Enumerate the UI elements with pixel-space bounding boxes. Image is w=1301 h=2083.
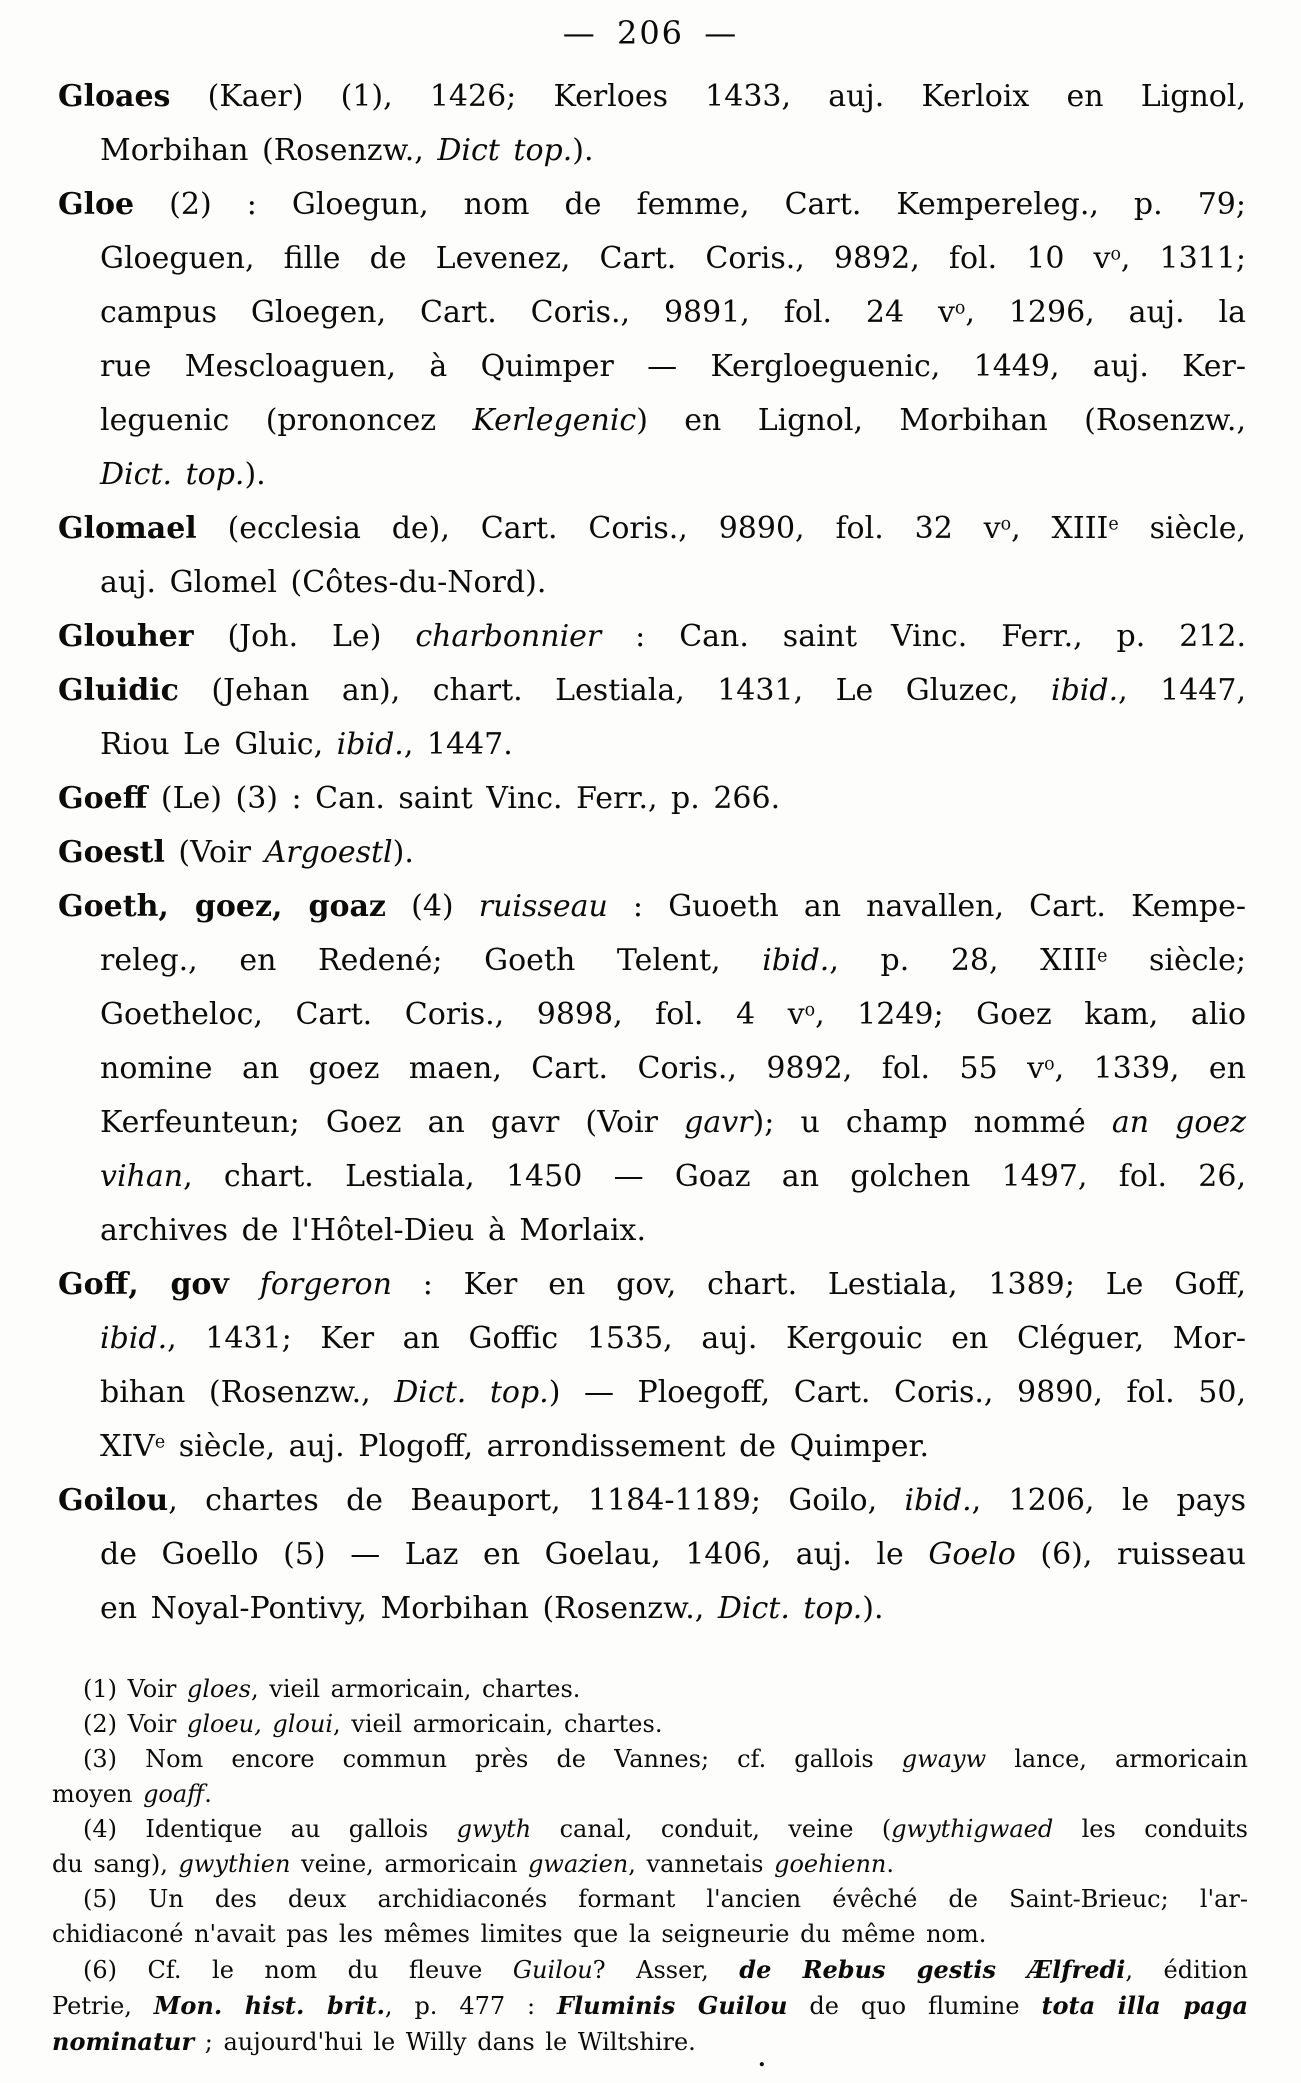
page-header	[0, 14, 1301, 52]
text-segment: (6), ruisseau	[1015, 1537, 1246, 1572]
text-segment: , 1249; Goez kam, alio	[815, 997, 1246, 1032]
text-segment: gloes	[186, 1675, 251, 1703]
text-line	[52, 1707, 1248, 1742]
text-segment: veine, armoricain	[290, 1850, 529, 1878]
text-line	[58, 1258, 1246, 1312]
text-segment: (1) Voir	[83, 1675, 187, 1703]
footer-mark-glyph: .	[758, 2046, 766, 2072]
text-segment: ibid.	[336, 727, 404, 762]
text-segment: ibid.	[1050, 673, 1119, 708]
text-segment: Gloe	[58, 187, 135, 222]
text-segment: (4)	[385, 889, 479, 924]
text-segment: : Can. saint Vinc. Ferr., p. 212.	[601, 619, 1246, 654]
text-segment: ; aujourd'hui le Willy dans le Wiltshire.	[194, 2028, 696, 2056]
text-segment: Goilou	[58, 1483, 169, 1518]
text-segment: Mon. hist. brit.	[153, 1991, 385, 2020]
text-segment: (Voir	[164, 835, 265, 870]
text-line	[58, 1582, 1246, 1636]
superscript: e	[154, 1432, 166, 1453]
text-segment: .	[886, 1850, 894, 1878]
text-segment: ); u champ nommé	[752, 1105, 1112, 1140]
text-line	[58, 1042, 1246, 1096]
text-line	[58, 718, 1246, 772]
text-segment: (Jehan an), chart. Lestiala, 1431, Le Gluzec,	[178, 673, 1051, 708]
text-line	[52, 1988, 1248, 2024]
footnote-1	[52, 1672, 1248, 1707]
text-segment: an goez	[1111, 1105, 1246, 1140]
superscript: o	[804, 1000, 816, 1021]
text-segment: les conduits	[1053, 1815, 1248, 1843]
entry-glomael	[58, 502, 1246, 610]
text-segment: rue Mescloaguen, à Quimper — Kergloeguenic, 1449, auj. Ker-	[100, 349, 1246, 384]
text-segment: gloeu, gloui	[186, 1710, 334, 1738]
text-segment: (Le) (3) : Can. saint Vinc. Ferr., p. 266.	[147, 781, 781, 816]
text-segment: de Rebus gestis Ælfredi	[739, 1955, 1126, 1984]
entry-goeff	[58, 772, 1246, 826]
text-segment: XIV	[100, 1429, 155, 1464]
text-segment: Petrie,	[52, 1992, 154, 2020]
text-segment: ).	[862, 1591, 884, 1626]
text-segment: , p. 28, XIII	[829, 943, 1098, 978]
text-segment: , vieil armoricain, chartes.	[251, 1675, 581, 1703]
text-line	[52, 1882, 1248, 1917]
entry-gloaes	[58, 70, 1246, 178]
text-segment: moyen	[52, 1780, 144, 1808]
text-segment: ).	[244, 457, 266, 492]
text-segment: , chartes de Beauport, 1184-1189; Goilo,	[168, 1483, 905, 1518]
entry-goff-gov	[58, 1258, 1246, 1474]
text-segment: , chart. Lestiala, 1450 — Goaz an golchen 1497, fol. 26,	[183, 1159, 1246, 1194]
text-line	[58, 826, 1246, 880]
dictionary-entries	[58, 70, 1246, 1636]
text-line	[58, 1312, 1246, 1366]
text-segment: , vannetais	[628, 1850, 775, 1878]
text-segment: , 1311;	[1120, 241, 1246, 276]
text-segment: , p. 477 :	[384, 1992, 558, 2020]
text-line	[58, 1420, 1246, 1474]
text-segment: ) en Lignol, Morbihan (Rosenzw.,	[636, 403, 1246, 438]
text-segment: gavr	[684, 1105, 753, 1140]
text-segment: Goelo	[928, 1537, 1016, 1572]
text-segment: goaff	[143, 1780, 205, 1808]
text-segment: releg., en Redené; Goeth Telent,	[100, 943, 763, 978]
text-segment: chidiaconé n'avait pas les mêmes limites que la seigneurie du même nom.	[52, 1920, 987, 1948]
text-segment: gwythien	[178, 1850, 291, 1878]
text-segment: (3) Nom encore commun près de Vannes; cf. gallois	[83, 1745, 902, 1773]
entry-goeth-goez-goaz	[58, 880, 1246, 1258]
superscript: o	[1044, 1054, 1055, 1075]
footnotes	[52, 1672, 1248, 2060]
text-segment: Dict. top.	[394, 1375, 549, 1410]
entry-goilou	[58, 1474, 1246, 1636]
text-line	[58, 232, 1246, 286]
text-segment: Guilou	[512, 1956, 593, 1984]
text-segment: siècle;	[1107, 943, 1246, 978]
text-line	[52, 1672, 1248, 1707]
text-segment: ibid.	[762, 943, 830, 978]
text-segment: en Noyal-Pontivy, Morbihan (Rosenzw.,	[100, 1591, 718, 1626]
text-segment: , 1296, auj. la	[965, 295, 1246, 330]
footnote-5	[52, 1882, 1248, 1952]
text-segment: gwazien	[528, 1850, 629, 1878]
text-line	[58, 502, 1246, 556]
entry-gluidic	[58, 664, 1246, 772]
text-segment: lance, armoricain	[986, 1745, 1248, 1773]
text-segment: ? Asser,	[592, 1956, 740, 1984]
footnote-4	[52, 1812, 1248, 1882]
text-segment: Goff, gov	[58, 1267, 229, 1302]
text-segment: ibid.	[904, 1483, 972, 1518]
superscript: o	[1000, 514, 1012, 535]
text-segment: ibid.	[100, 1321, 168, 1356]
text-line	[58, 448, 1246, 502]
text-segment: de quo flumine	[787, 1992, 1042, 2020]
text-segment: nomine an goez maen, Cart. Coris., 9892, fol. 55 v	[100, 1051, 1045, 1086]
text-line	[58, 1528, 1246, 1582]
entry-glouher	[58, 610, 1246, 664]
entry-gloe	[58, 178, 1246, 502]
text-line	[58, 934, 1246, 988]
text-line	[58, 1204, 1246, 1258]
text-segment: (2) Voir	[83, 1710, 187, 1738]
text-segment: (2) : Gloegun, nom de femme, Cart. Kempereleg., p. 79;	[134, 187, 1246, 222]
text-segment: Glomael	[58, 511, 197, 546]
text-segment: (4) Identique au gallois	[83, 1815, 457, 1843]
text-segment: auj. Glomel (Côtes-du-Nord).	[100, 565, 547, 600]
text-segment: ruisseau	[478, 889, 608, 924]
text-segment: tota illa paga	[1041, 1991, 1248, 2020]
text-line	[52, 1917, 1248, 1952]
text-line	[58, 1150, 1246, 1204]
text-segment: forgeron	[259, 1267, 392, 1302]
text-segment: ) — Ploegoff, Cart. Coris., 9890, fol. 50,	[548, 1375, 1246, 1410]
superscript: e	[1108, 514, 1119, 535]
text-segment: Goestl	[58, 835, 165, 870]
text-segment: nominatur	[52, 2027, 195, 2056]
text-segment: Fluminis Guilou	[557, 1991, 788, 2020]
text-segment: , 1206, le pays	[971, 1483, 1246, 1518]
text-segment: .	[204, 1780, 212, 1808]
text-line	[58, 124, 1246, 178]
text-line	[58, 610, 1246, 664]
text-line	[58, 880, 1246, 934]
text-segment	[229, 1267, 260, 1302]
text-segment: , XIII	[1011, 511, 1109, 546]
footnote-3	[52, 1742, 1248, 1812]
text-segment: : Ker en gov, chart. Lestiala, 1389; Le Goff,	[391, 1267, 1247, 1302]
text-line	[58, 1366, 1246, 1420]
text-segment: (5) Un des deux archidiaconés formant l'ancien évêché de Saint-Brieuc; l'ar-	[83, 1885, 1248, 1913]
text-segment: (Kaer) (1), 1426; Kerloes 1433, auj. Kerloix en Lignol,	[170, 79, 1246, 114]
text-segment: Gluidic	[58, 673, 179, 708]
text-segment: leguenic (prononcez	[100, 403, 473, 438]
text-segment: Gloeguen, fille de Levenez, Cart. Coris., 9892, fol. 10 v	[100, 241, 1111, 276]
text-segment: Kerlegenic	[472, 403, 637, 438]
text-segment: , 1447.	[403, 727, 513, 762]
text-line	[52, 1847, 1248, 1882]
text-line	[52, 1742, 1248, 1777]
text-line	[58, 340, 1246, 394]
text-segment: , 1339, en	[1054, 1051, 1246, 1086]
text-segment: canal, conduit, veine (	[531, 1815, 892, 1843]
text-segment: siècle, auj. Plogoff, arrondissement de Quimper.	[165, 1429, 930, 1464]
text-line	[52, 1812, 1248, 1847]
text-line	[58, 70, 1246, 124]
text-line	[58, 556, 1246, 610]
text-segment: Kerfeunteun; Goez an gavr (Voir	[100, 1105, 685, 1140]
text-segment: ).	[392, 835, 414, 870]
text-segment: Riou Le Gluic,	[100, 727, 337, 762]
text-line	[58, 988, 1246, 1042]
text-segment: Goeff	[58, 781, 148, 816]
superscript: o	[954, 298, 966, 319]
footnote-6	[52, 1952, 1248, 2060]
text-segment: gwayw	[901, 1745, 987, 1773]
text-segment: , édition	[1125, 1956, 1248, 1984]
text-segment: campus Gloegen, Cart. Coris., 9891, fol. 24 v	[100, 295, 955, 330]
text-line	[58, 394, 1246, 448]
text-segment: , vieil armoricain, chartes.	[333, 1710, 663, 1738]
text-segment: : Guoeth an navallen, Cart. Kempe-	[607, 889, 1246, 924]
text-segment: , 1431; Ker an Goffic 1535, auj. Kergouic en Cléguer, Mor-	[167, 1321, 1246, 1356]
text-segment: charbonnier	[415, 619, 602, 654]
page-number: — 206 —	[562, 14, 739, 52]
text-segment: Dict. top.	[100, 457, 245, 492]
text-segment: vihan	[100, 1159, 184, 1194]
text-line	[58, 772, 1246, 826]
superscript: o	[1110, 244, 1121, 265]
text-segment: Dict. top.	[717, 1591, 863, 1626]
text-segment: de Goello (5) — Laz en Goelau, 1406, auj. le	[100, 1537, 929, 1572]
text-segment: Glouher	[58, 619, 194, 654]
text-segment: siècle,	[1118, 511, 1246, 546]
superscript: e	[1097, 946, 1108, 967]
text-line	[52, 2024, 1248, 2060]
entry-goestl	[58, 826, 1246, 880]
footnote-2	[52, 1707, 1248, 1742]
text-line	[58, 664, 1246, 718]
text-line	[58, 286, 1246, 340]
text-segment: Argoestl	[264, 835, 393, 870]
text-segment: bihan (Rosenzw.,	[100, 1375, 395, 1410]
text-segment: (ecclesia de), Cart. Coris., 9890, fol. 32 v	[196, 511, 1001, 546]
text-segment: goehienn	[774, 1850, 887, 1878]
text-line	[58, 1474, 1246, 1528]
text-segment: Goetheloc, Cart. Coris., 9898, fol. 4 v	[100, 997, 805, 1032]
text-segment: , 1447,	[1118, 673, 1246, 708]
text-segment: (6) Cf. le nom du fleuve	[83, 1956, 513, 1984]
text-line	[52, 1777, 1248, 1812]
text-line	[52, 1952, 1248, 1988]
text-segment: Goeth, goez, goaz	[58, 889, 386, 924]
text-segment: ).	[572, 133, 594, 168]
text-line	[58, 1096, 1246, 1150]
text-segment: du sang),	[52, 1850, 179, 1878]
text-segment: Gloaes	[58, 79, 171, 114]
text-line	[58, 178, 1246, 232]
text-segment: gwyth	[456, 1815, 532, 1843]
text-segment: archives de l'Hôtel-Dieu à Morlaix.	[100, 1213, 647, 1248]
text-segment: Morbihan (Rosenzw.,	[100, 133, 438, 168]
text-segment: (Joh. Le)	[193, 619, 416, 654]
footer-mark	[758, 2046, 766, 2072]
text-segment: gwythigwaed	[891, 1815, 1054, 1843]
text-segment: Dict top.	[437, 133, 573, 168]
